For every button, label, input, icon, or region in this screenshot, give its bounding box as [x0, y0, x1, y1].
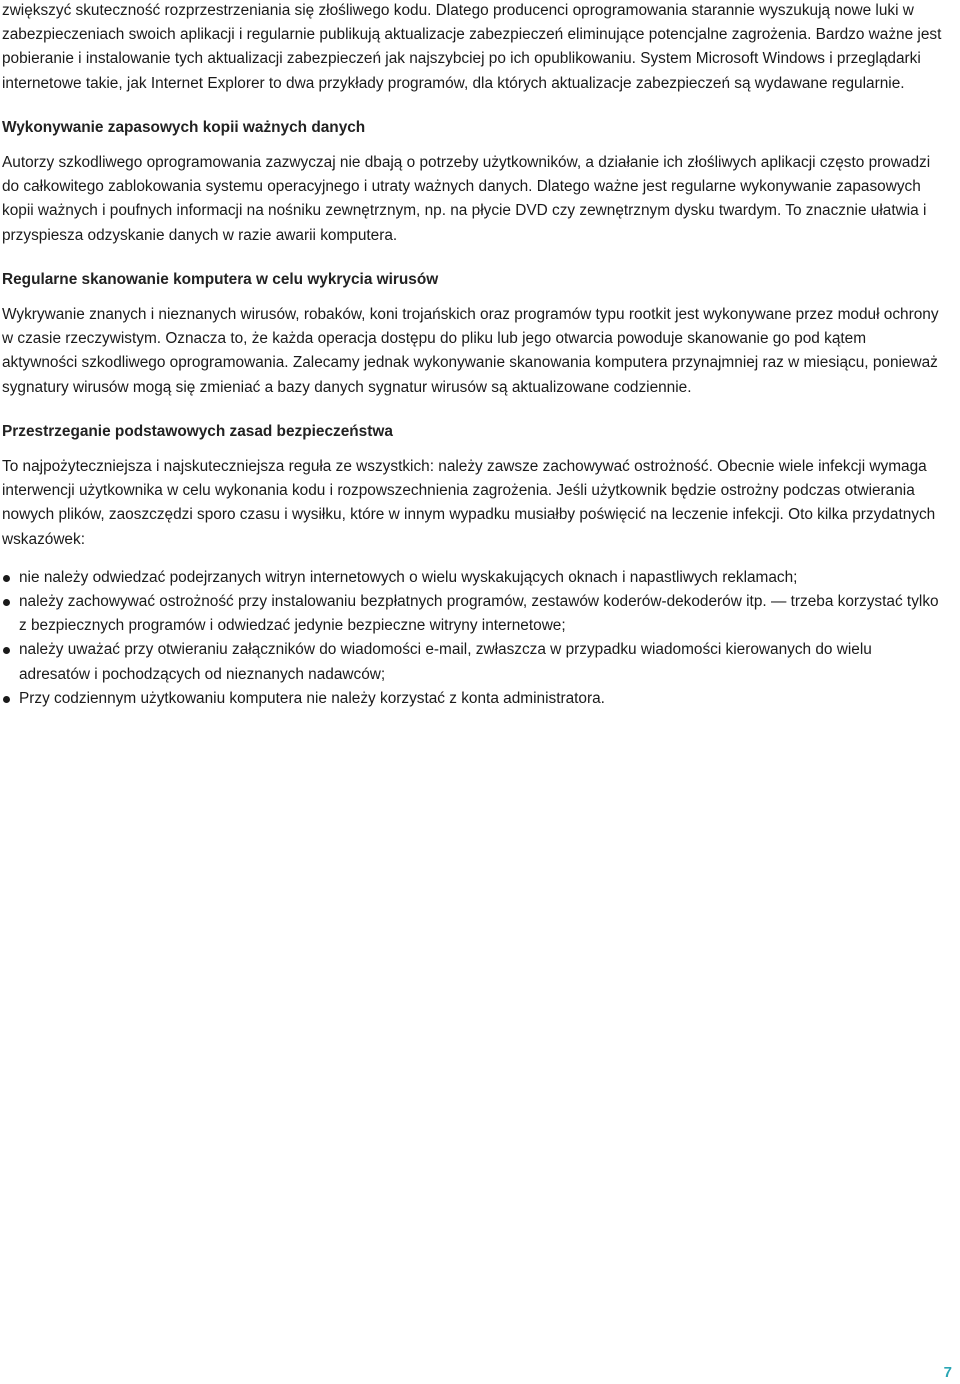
spacer	[2, 96, 944, 116]
list-item-text: należy uważać przy otwieraniu załączników do wiadomości e-mail, zwłaszcza w przypadku wiadomości kierowanych do wielu adresatów i pochodzących od nieznanych nadawców;	[19, 641, 872, 683]
bullet-icon	[3, 575, 10, 582]
list-item	[2, 566, 944, 590]
bullet-icon	[3, 599, 10, 606]
bullet-icon	[3, 647, 10, 654]
section-body-scanning: Wykrywanie znanych i nieznanych wirusów, robaków, koni trojańskich oraz programów typu rootkit jest wykonywane przez moduł ochrony w czasie rzeczywistym. Oznacza to, że każda operacja dostępu do pliku lub jego otwarcia powoduje skanowanie go pod kątem aktywności szkodliwego oprogramowania. Zalecamy jednak wykonywanie skanowania komputera przynajmniej raz w miesiącu, ponieważ sygnatury wirusów mogą się zmieniać a bazy danych sygnatur wirusów są aktualizowane codziennie.	[2, 306, 939, 396]
spacer	[2, 292, 944, 303]
intro-paragraph: zwiększyć skuteczność rozprzestrzeniania się złośliwego kodu. Dlatego producenci oprogramowania starannie wyszukują nowe luki w zabezpieczeniach swoich aplikacji i regularnie publikują aktualizacje zabezpieczeń eliminujące potencjalne zagrożenia. Bardzo ważne jest pobieranie i instalowanie tych aktualizacji zabezpieczeń jak najszybciej po ich opublikowaniu. System Microsoft Windows i przeglądarki internetowe takie, jak Internet Explorer to dwa przykłady programów, dla których aktualizacje zabezpieczeń są wydawane regularnie.	[2, 2, 942, 92]
spacer	[2, 248, 944, 268]
spacer	[2, 552, 944, 566]
list-item-text: Przy codziennym użytkowaniu komputera nie należy korzystać z konta administratora.	[19, 689, 605, 707]
list-item	[2, 638, 944, 686]
list-item-text: nie należy odwiedzać podejrzanych witryn internetowych o wielu wyskakujących oknach i napastliwych reklamach;	[19, 568, 798, 586]
bullet-icon	[3, 696, 10, 703]
tips-list	[2, 566, 944, 711]
section-body-backups: Autorzy szkodliwego oprogramowania zazwyczaj nie dbają o potrzeby użytkowników, a działanie ich złośliwych aplikacji często prowadzi do całkowitego zablokowania systemu operacyjnego i utraty ważnych danych. Dlatego ważne jest regularne wykonywanie zapasowych kopii ważnych i poufnych informacji na nośniku zewnętrznym, np. na płycie DVD czy zewnętrznym dysku twardym. To znacznie ułatwia i przyspiesza odzyskanie danych w razie awarii komputera.	[2, 154, 931, 244]
section-heading-backups: Wykonywanie zapasowych kopii ważnych danych	[2, 118, 366, 136]
list-item	[2, 687, 944, 711]
list-item-text: należy zachowywać ostrożność przy instalowaniu bezpłatnych programów, zestawów koderów-dekoderów itp. — trzeba korzystać tylko z bezpiecznych programów i odwiedzać jedynie bezpieczne witryny internetowe;	[19, 593, 939, 635]
page-number: 7	[943, 1364, 952, 1381]
spacer	[2, 444, 944, 455]
section-heading-security-rules: Przestrzeganie podstawowych zasad bezpieczeństwa	[2, 422, 393, 440]
spacer	[2, 140, 944, 151]
list-item	[2, 590, 944, 638]
spacer	[2, 400, 944, 420]
section-body-security-rules: To najpożyteczniejsza i najskuteczniejsza reguła ze wszystkich: należy zawsze zachowywać ostrożność. Obecnie wiele infekcji wymaga interwencji użytkownika w celu wykonania kodu i rozpowszechnienia zagrożenia. Jeśli użytkownik będzie ostrożny podczas otwierania nowych plików, zaoszczędzi sporo czasu i wysiłku, które w innym wypadku musiałby poświęcić na leczenie infekcji. Oto kilka przydatnych wskazówek:	[2, 458, 936, 548]
section-heading-scanning: Regularne skanowanie komputera w celu wykrycia wirusów	[2, 270, 439, 288]
